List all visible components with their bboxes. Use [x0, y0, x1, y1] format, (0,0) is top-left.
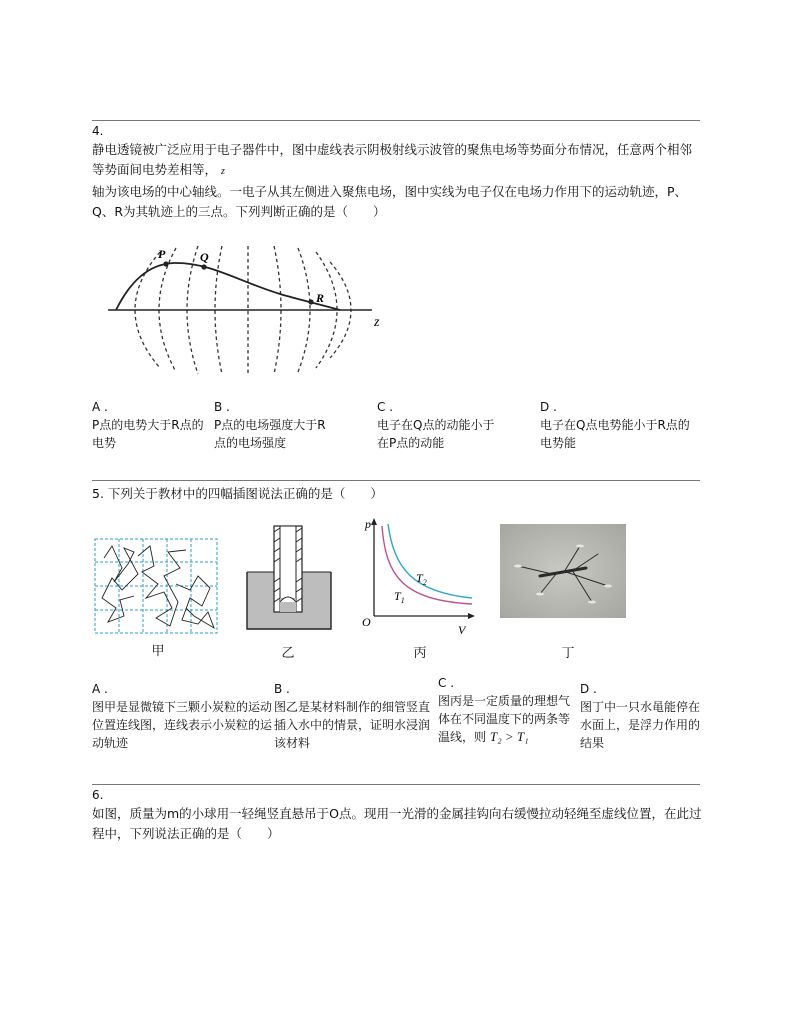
option-text: 电子在Q点的动能小于在P点的动能: [377, 418, 495, 450]
p-axis-label: p: [365, 517, 371, 531]
question-6-stem: 如图，质量为m的小球用一轻绳竖直悬吊于O点。现用一光滑的金属挂钩向右缓慢拉动轻绳至虚线位置，在此过程中，下列说法正确的是（ ）: [92, 806, 702, 841]
caption-ding: 丁: [561, 646, 575, 661]
point-r-label: R: [316, 291, 325, 305]
option-label: D .: [540, 400, 557, 414]
point-r-marker: [308, 299, 313, 304]
isotherm-graph: [362, 516, 476, 636]
option-text: P点的电势大于R点的电势: [92, 418, 204, 450]
caption-yi: 乙: [281, 646, 295, 661]
option-label: C .: [438, 676, 455, 690]
separator-line: [92, 120, 700, 121]
water-strider-photo: [500, 524, 626, 618]
option-5d[interactable]: [580, 680, 702, 752]
caption-bing: 丙: [413, 646, 427, 661]
question-4-text-part1: 静电透镜被广泛应用于电子器件中，图中虚线表示阴极射线示波管的聚焦电场等势面分布情况，任意两个相邻等势面间电势差相等，: [92, 142, 693, 177]
option-label: B .: [274, 682, 290, 696]
electrostatic-lens-figure: [100, 232, 400, 382]
temperature-formula: T₂ > T₁: [489, 729, 529, 744]
option-label: A .: [92, 682, 108, 696]
caption-jia: 甲: [151, 644, 165, 659]
question-4-stem: [92, 140, 702, 222]
option-text: 图甲是显微镜下三颗小炭粒的运动位置连线图，连线表示小炭粒的运动轨迹: [92, 700, 273, 750]
option-5a[interactable]: [92, 680, 274, 752]
t1-label: $T_1$: [394, 589, 405, 605]
isotherm-t2-curve: [388, 524, 472, 598]
option-text: 图丙是一定质量的理想气体在不同温度下的两条等温线，则: [438, 694, 571, 744]
capillary-tube-figure: [246, 524, 332, 630]
question-5-stem: 5. 下列关于教材中的四幅插图说法正确的是（ ）: [92, 486, 383, 501]
electron-trajectory: [116, 263, 340, 310]
z-axis-symbol: z: [221, 166, 225, 177]
point-p-label: P: [158, 247, 166, 261]
brownian-motion-figure: [94, 538, 218, 634]
question-6-number: 6.: [92, 788, 104, 802]
option-text: 图乙是某材料制作的细管竖直插入水中的情景，证明水浸润该材料: [274, 700, 431, 750]
option-text: P点的电场强度大于R点的电场强度: [214, 418, 326, 450]
question-4-number: 4.: [92, 124, 104, 138]
separator-line: [92, 784, 700, 785]
question-4-text-part2: 轴为该电场的中心轴线。一电子从其左侧进入聚焦电场，图中实线为电子仅在电场力作用下的运动轨迹，P、Q、R为其轨迹上的三点。下列判断正确的是（ ）: [92, 184, 688, 219]
z-axis-label: z: [374, 315, 380, 330]
option-4d[interactable]: [540, 398, 700, 452]
option-text: 电子在Q点电势能小于R点的电势能: [540, 418, 690, 450]
option-4a[interactable]: [92, 398, 210, 452]
option-label: B .: [214, 400, 230, 414]
option-label: D .: [580, 682, 597, 696]
point-p-marker: [163, 261, 168, 266]
t2-label: $T_2$: [416, 571, 427, 587]
point-q-label: Q: [200, 250, 209, 264]
option-label: C .: [377, 400, 394, 414]
point-q-marker: [201, 264, 206, 269]
origin-label: O: [362, 615, 371, 629]
option-5b[interactable]: [274, 680, 430, 752]
option-5c[interactable]: [438, 674, 578, 746]
separator-line: [92, 480, 700, 481]
option-text: 图丁中一只水黾能停在水面上，是浮力作用的结果: [580, 700, 701, 750]
option-label: A .: [92, 400, 108, 414]
option-4c[interactable]: [377, 398, 495, 452]
option-4b[interactable]: [214, 398, 332, 452]
v-axis-label: V: [458, 623, 466, 636]
